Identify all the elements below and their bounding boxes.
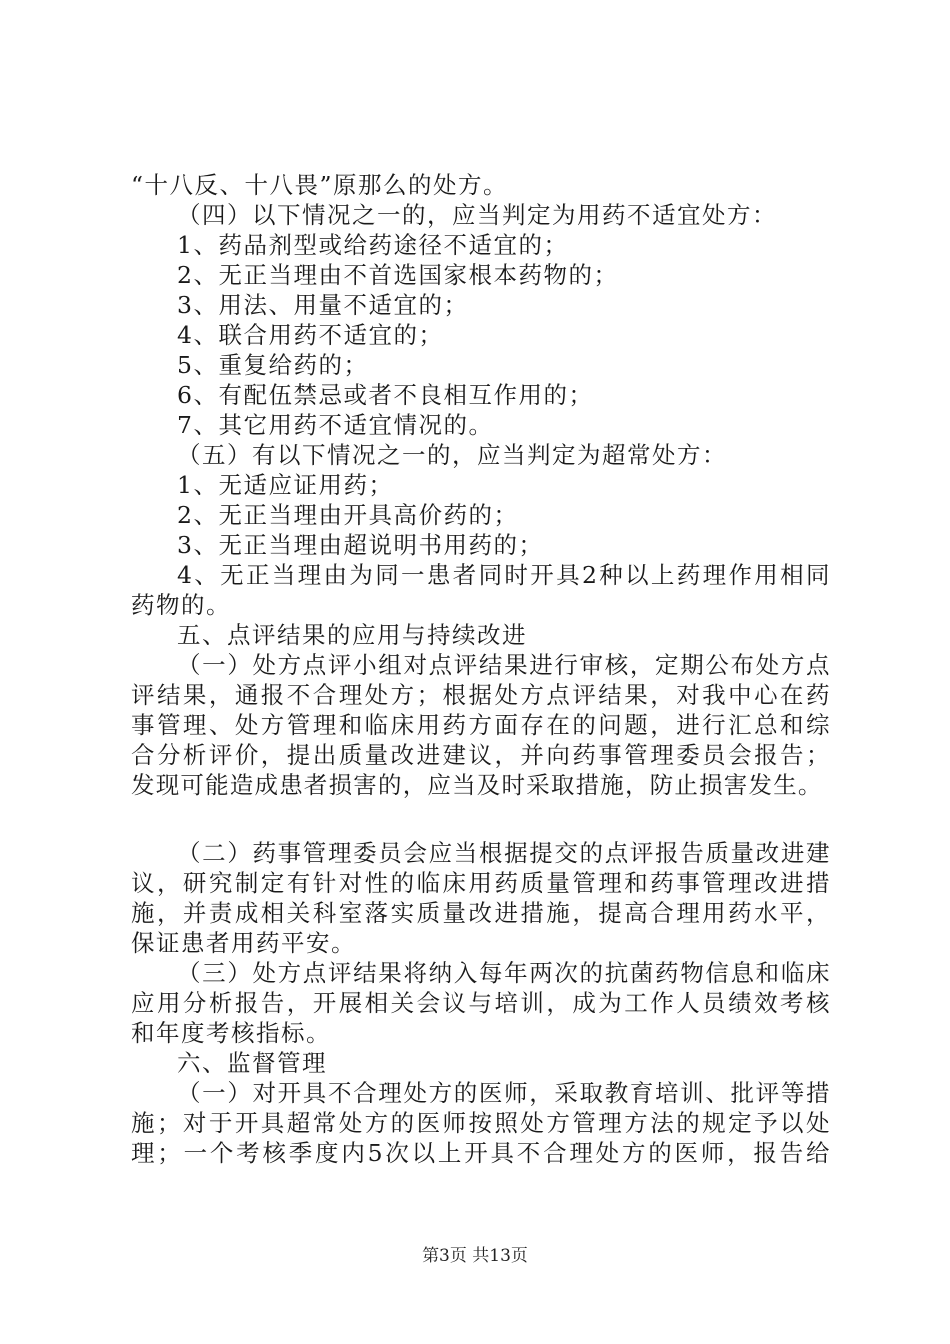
page-number: 第3页 共13页 bbox=[422, 1246, 528, 1266]
text-line: 2、无正当理由不首选国家根本药物的； bbox=[177, 261, 619, 289]
section-heading: 六、监督管理 bbox=[177, 1049, 327, 1077]
text-line: （一）处方点评小组对点评结果进行审核，定期公布处方点 bbox=[177, 651, 831, 679]
text-line: 施，并责成相关科室落实质量改进措施，提高合理用药水平， bbox=[131, 899, 831, 927]
text-line: 合分析评价，提出质量改进建议，并向药事管理委员会报告； bbox=[131, 741, 831, 769]
text-line: （一）对开具不合理处方的医师，采取教育培训、批评等措 bbox=[177, 1079, 831, 1107]
paragraph-gap bbox=[131, 800, 831, 838]
text-line: 评结果，通报不合理处方；根据处方点评结果，对我中心在药 bbox=[131, 681, 831, 709]
text-line: 3、用法、用量不适宜的； bbox=[177, 291, 469, 319]
section-heading: 五、点评结果的应用与持续改进 bbox=[177, 621, 527, 649]
text-line: 事管理、处方管理和临床用药方面存在的问题，进行汇总和综 bbox=[131, 711, 831, 739]
text-line: 应用分析报告，开展相关会议与培训，成为工作人员绩效考核 bbox=[131, 989, 831, 1017]
text-line: 施；对于开具超常处方的医师按照处方管理方法的规定予以处 bbox=[131, 1109, 831, 1137]
text-line: 议，研究制定有针对性的临床用药质量管理和药事管理改进措 bbox=[131, 869, 831, 897]
text-line: （三）处方点评结果将纳入每年两次的抗菌药物信息和临床 bbox=[177, 959, 831, 987]
text-line: 6、有配伍禁忌或者不良相互作用的； bbox=[177, 381, 594, 409]
text-line: 4、无正当理由为同一患者同时开具2种以上药理作用相同 bbox=[177, 561, 831, 589]
text-line: （四）以下情况之一的，应当判定为用药不适宜处方： bbox=[177, 201, 777, 229]
text-line: 药物的。 bbox=[131, 591, 231, 619]
text-line: （五）有以下情况之一的，应当判定为超常处方： bbox=[177, 441, 727, 469]
text-line: 发现可能造成患者损害的，应当及时采取措施，防止损害发生。 bbox=[131, 771, 823, 799]
text-line: 2、无正当理由开具高价药的； bbox=[177, 501, 519, 529]
text-line: 3、无正当理由超说明书用药的； bbox=[177, 531, 544, 559]
text-line: 理；一个考核季度内5次以上开具不合理处方的医师，报告给 bbox=[131, 1139, 831, 1167]
text-line: “十八反、十八畏”原那么的处方。 bbox=[131, 171, 509, 199]
text-line: 1、无适应证用药； bbox=[177, 471, 394, 499]
text-line: 保证患者用药平安。 bbox=[131, 929, 356, 957]
text-line: 1、药品剂型或给药途径不适宜的； bbox=[177, 231, 569, 259]
text-line: 4、联合用药不适宜的； bbox=[177, 321, 444, 349]
text-line: 7、其它用药不适宜情况的。 bbox=[177, 411, 494, 439]
text-line: （二）药事管理委员会应当根据提交的点评报告质量改进建 bbox=[177, 839, 831, 867]
document-body bbox=[131, 170, 831, 1168]
text-line: 和年度考核指标。 bbox=[131, 1019, 331, 1047]
text-line: 5、重复给药的； bbox=[177, 351, 369, 379]
